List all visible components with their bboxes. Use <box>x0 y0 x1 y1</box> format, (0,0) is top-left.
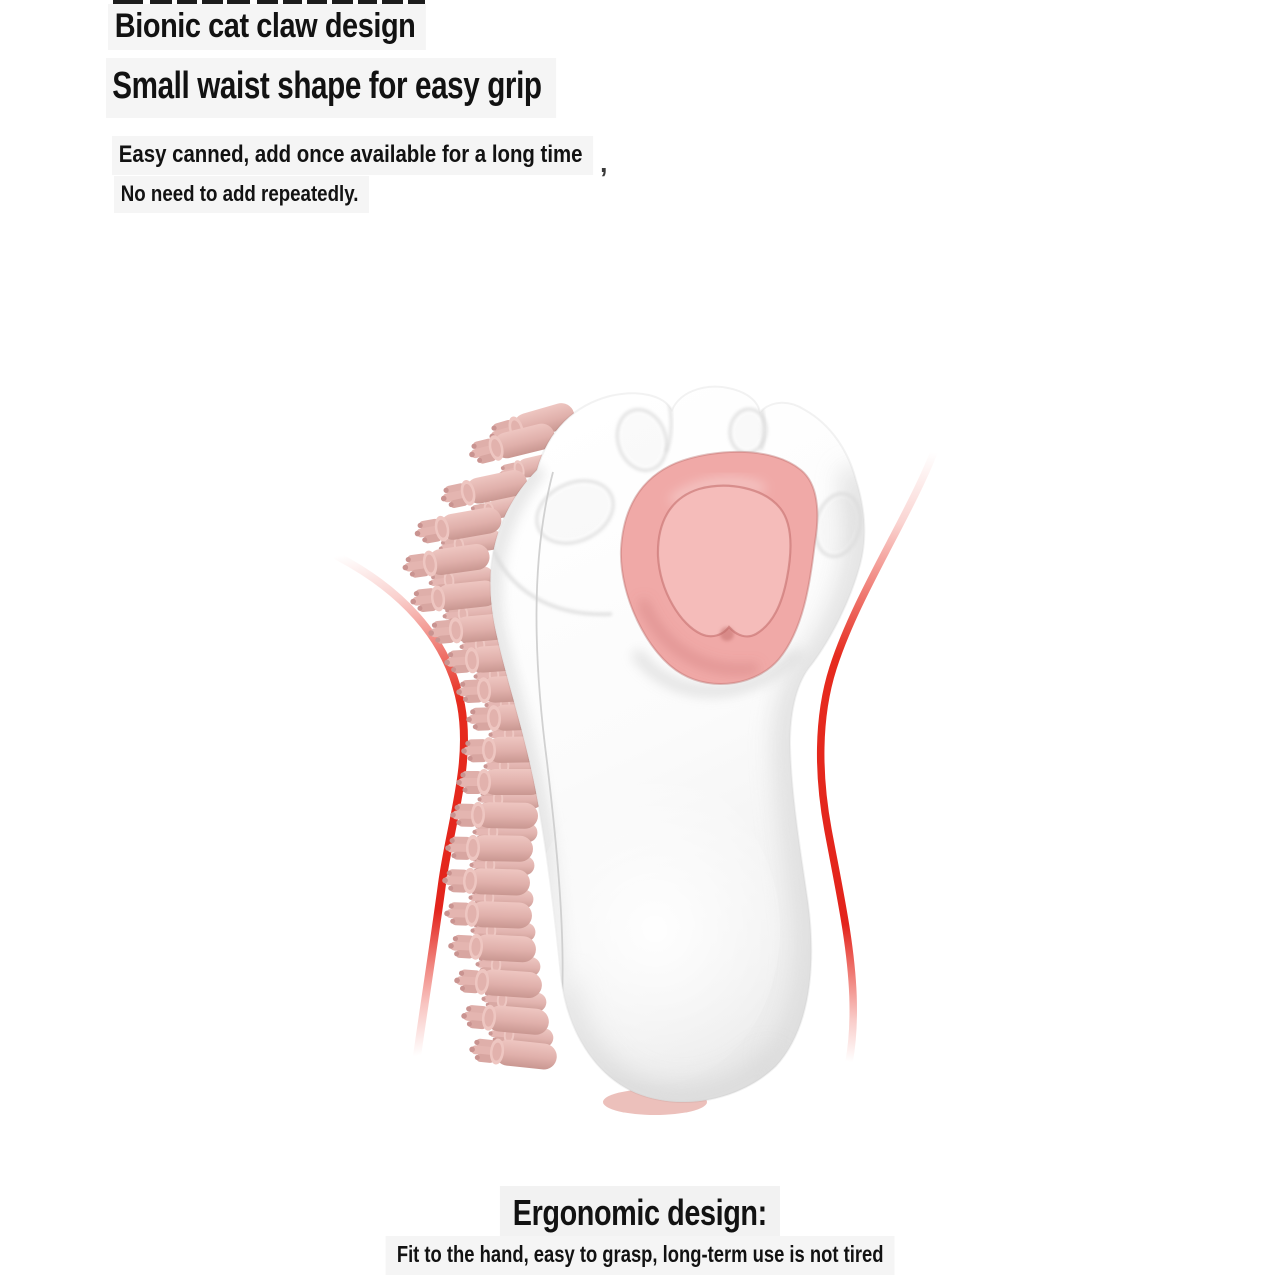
paw-pad-inner <box>658 486 790 637</box>
note-line-1: Easy canned, add once available for a long time <box>112 136 593 175</box>
bristle <box>444 900 533 929</box>
footer-heading: Ergonomic design: <box>500 1186 780 1244</box>
headline-secondary: Small waist shape for easy grip <box>106 58 556 118</box>
headline-primary: Bionic cat claw design <box>108 4 426 50</box>
bristle <box>456 769 544 795</box>
bristle <box>450 801 538 829</box>
stray-comma: , <box>600 148 608 178</box>
footer-subheading: Fit to the hand, easy to grasp, long-term use is not tired <box>385 1236 894 1275</box>
bristle <box>445 834 533 862</box>
bristle <box>448 932 537 963</box>
bristle <box>442 867 531 896</box>
note-line-2: No need to add repeatedly. <box>114 176 369 213</box>
